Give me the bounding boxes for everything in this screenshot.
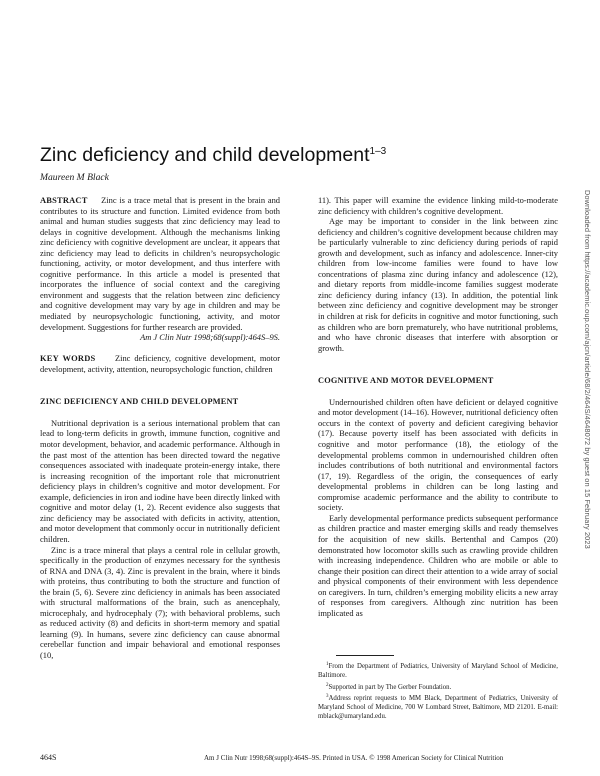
footnote <box>318 693 558 721</box>
body-paragraph: Undernourished children often have deficient or delayed cognitive and motor development (14–16). However, nutritional deficiency often occurs in the context of poverty and deficient caregiving behavior (17). Because poverty itself has been associated with deficits in cognitive and motor performance (18), the etiology of the developmental problems common in undernourished children often includes contributions of both nutritional and environmental factors (17, 19). Regardless of the origin, the consequences of early developmental problems in children can be long lasting and compromise academic performance and the ability to contribute to society. <box>318 396 558 513</box>
article-title-text: Zinc deficiency and child development <box>40 144 370 166</box>
abstract-citation: Am J Clin Nutr 1998;68(suppl):464S–9S. <box>140 332 280 343</box>
section-heading-cognitive-motor: COGNITIVE AND MOTOR DEVELOPMENT <box>318 375 494 385</box>
body-paragraph: 11). This paper will examine the evidence linking mild-to-moderate zinc deficiency with children’s cognitive development. <box>318 195 558 216</box>
title-footnote-marks: 1–3 <box>369 146 387 157</box>
footnote <box>318 661 558 681</box>
page-footer <box>40 752 560 764</box>
body-paragraph: Nutritional deprivation is a serious international problem that can lead to long-term deficits in growth, immune function, cognitive and motor development, behavior, and academic performance. Although in the past most of the attention has been directed toward the negative consequences associated with inadequate protein-energy intake, there is increasing recognition of the important role that micronutrient deficiency plays in children’s cognitive and motor development. For example, deficiencies in iron and iodine have been directly linked with cognitive and motor delay (1, 2). Recent evidence also suggests that zinc deficiency may be associated with deficits in activity, attention, and motor development that commonly occur in nutritionally deficient children. <box>40 417 280 544</box>
download-watermark <box>582 190 594 600</box>
body-paragraph: Zinc is a trace mineral that plays a central role in cellular growth, specifically in the production of enzymes necessary for the synthesis of RNA and DNA (3, 4). Zinc is prevalent in the brain, where it binds with proteins, thus contributing to both the structure and function of the brain (5, 6). Severe zinc deficiency in animals has been associated with structural malformations of the brain, such as anencephaly, microcephaly, and hydrocephaly (7); with behavioral problems, such as reduced activity (8) and deficits in short-term memory and spatial learning (9). In humans, severe zinc deficiency can cause abnormal cerebellar function and impair behavioral and emotional responses (10, <box>40 544 280 660</box>
right-column <box>318 195 558 618</box>
keywords-label: KEY WORDS <box>40 353 96 364</box>
left-column <box>40 195 280 661</box>
body-paragraph: Age may be important to consider in the link between zinc deficiency and children’s cognitive development because children may be particularly vulnerable to zinc deficiency during periods of rapid growth and development, such as infancy and adolescence. Inner-city children from low-income families were found to have low concentrations of plasma zinc during infancy and adolescence (12), and dietary reports from middle-income families suggest moderate zinc deficiency during infancy (13). In addition, the potential link between zinc deficiency and cognitive development may be stronger in children at risk for deficits in cognitive and motor functioning, such as children who are born prematurely, who have nutritional problems, and who have chronic diseases that interfere with absorption or growth. <box>318 216 558 353</box>
keywords <box>40 353 280 374</box>
download-note: Downloaded from https://academic.oup.com/ajcn/article/68/2/464S/4648072 by guest on 15 February 2023 <box>583 190 592 549</box>
footnote-mark: 3 <box>326 694 329 700</box>
footnote-mark: 1 <box>326 662 329 667</box>
page-number: 464S <box>40 753 57 762</box>
footnote-mark: 2 <box>326 682 329 688</box>
footnote-text: Supported in part by The Gerber Foundation. <box>328 683 452 691</box>
footnotes <box>318 661 558 723</box>
footnote <box>318 682 558 693</box>
journal-line: Am J Clin Nutr 1998;68(suppl):464S–9S. Printed in USA. © 1998 American Society for Clinical Nutrition <box>204 754 504 762</box>
abstract <box>40 195 280 343</box>
keywords-text: Zinc deficiency, cognitive development, motor development, activity, attention, neuropsychologic function, children <box>40 353 281 374</box>
abstract-label: ABSTRACT <box>40 195 88 205</box>
abstract-text: Zinc is a trace metal that is present in the brain and contributes to its structure and function. Limited evidence from both animal and human studies suggests that zinc deficiency may lead to delays in cognitive development. Although the mechanisms linking zinc deficiency with cognitive development are unclear, it appears that zinc deficiency may lead to deficits in children’s neuropsychologic functioning, activity, or motor development, and thus interfere with cognitive performance. In this article a model is presented that incorporates the influence of social context and the caregiving environment and suggests that the relation between zinc deficiency and cognitive development may vary by age in children and may be mediated by neuropsychologic functioning, activity, and motor development. Suggestions for further research are provided. <box>40 195 281 332</box>
footnote-rule <box>336 655 394 656</box>
article-title <box>40 140 560 167</box>
footnote-text: From the Department of Pediatrics, University of Maryland School of Medicine, Baltimore. <box>318 663 558 679</box>
section-heading-zinc-deficiency: ZINC DEFICIENCY AND CHILD DEVELOPMENT <box>40 396 239 406</box>
footnote-text: Address reprint requests to MM Black, Department of Pediatrics, University of Maryland School of Medicine, 700 W Lombard Street, Baltimore, MD 21201. E-mail: mblack@umaryland.edu. <box>318 695 558 720</box>
author-name: Maureen M Black <box>40 172 109 183</box>
body-paragraph: Early developmental performance predicts subsequent performance as children practice and master emerging skills and ready themselves for the acquisition of new skills. Bertenthal and Campos (20) demonstrated how locomotor skills such as crawling provide children with increasing independence. Children who are mobile or able to change their position can direct their attention to a wide array of social and physical components of their environment with less dependence on caregivers. In turn, children’s emerging mobility elicits a new array of responses from caregivers. Although zinc nutrition has been implicated as <box>318 512 558 618</box>
